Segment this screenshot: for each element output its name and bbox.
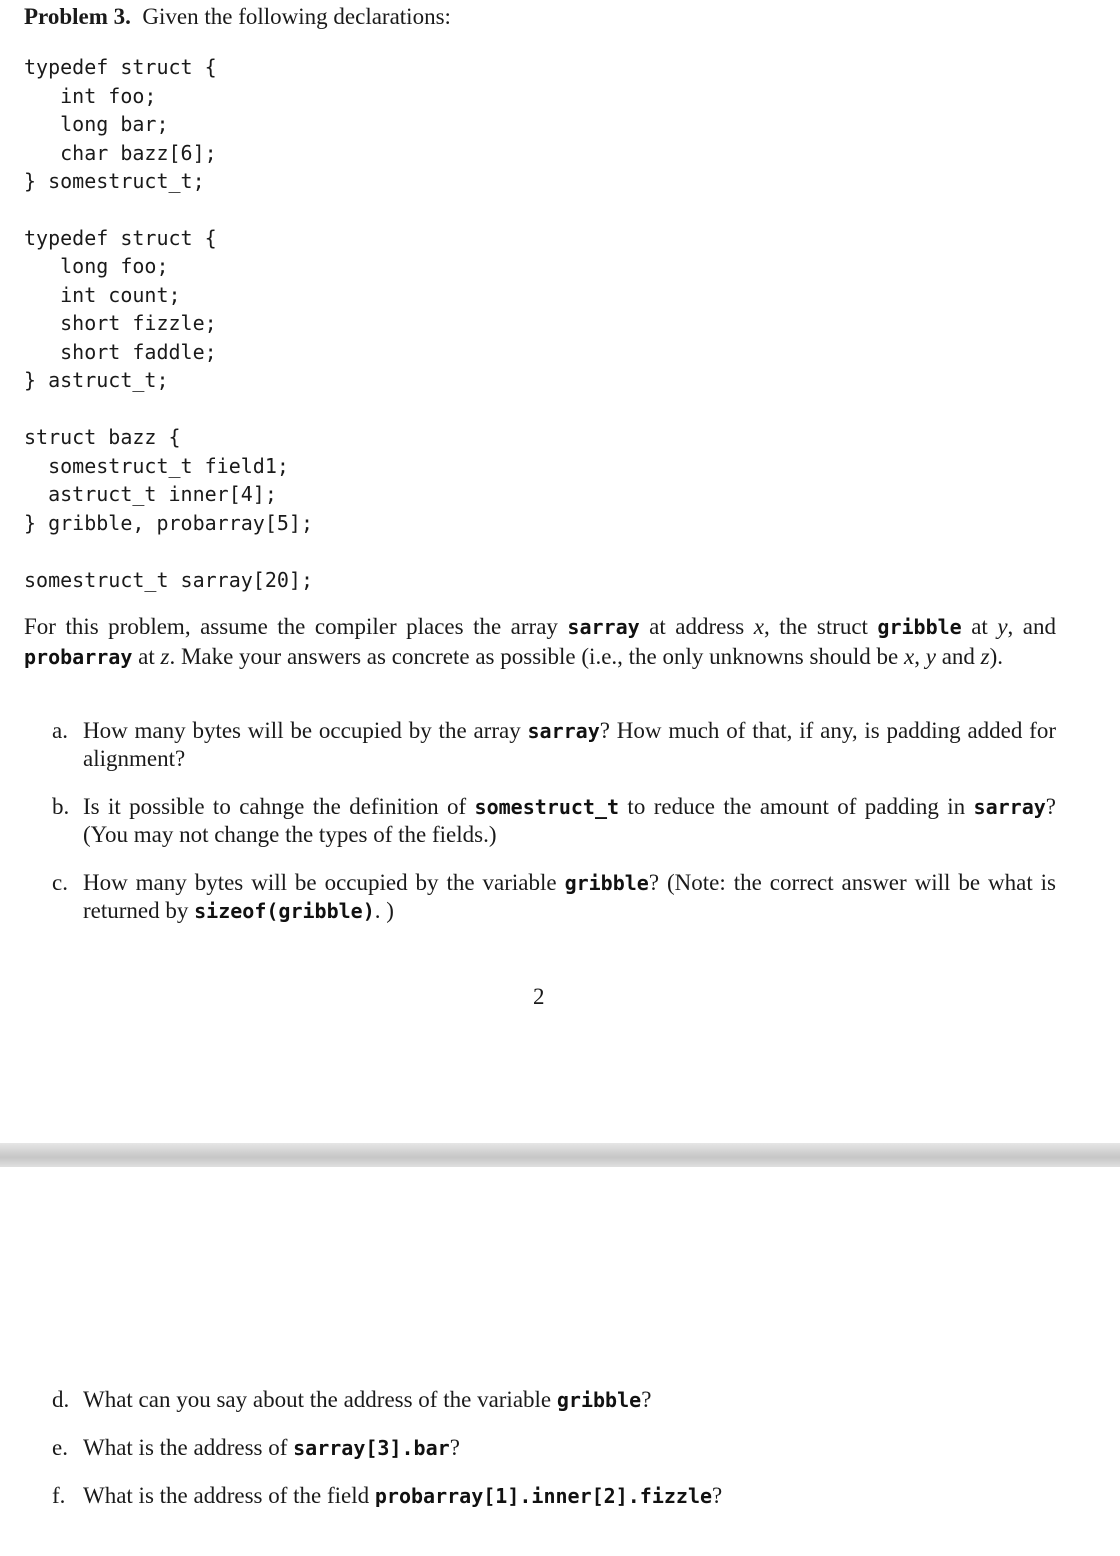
question-a (52, 717, 1056, 773)
code-line: } somestruct_t; (24, 169, 205, 193)
code-line: struct bazz { (24, 425, 181, 449)
question-label: d. (52, 1387, 70, 1412)
intro-text: at address (639, 614, 754, 639)
intro-code: gribble (877, 615, 962, 639)
code-line: int count; (24, 283, 181, 307)
question-code: gribble (556, 1388, 642, 1412)
intro-text: at (132, 644, 161, 669)
problem-title (24, 4, 451, 30)
problem-number: Problem 3. (24, 4, 131, 29)
intro-code: sarray (567, 615, 640, 639)
intro-variable: z (980, 644, 990, 669)
question-text: ? (Note: the correct answer will be what is returned by (83, 870, 1056, 923)
question-text: What is the address of (83, 1435, 294, 1460)
question-text: How many bytes will be occupied by the variable (83, 870, 565, 895)
question-text: ? (641, 1387, 652, 1412)
intro-paragraph (24, 612, 1056, 672)
question-text: What is the address of the field (83, 1483, 375, 1508)
intro-code: probarray (24, 645, 133, 669)
intro-variable: z (160, 644, 170, 669)
question-d (52, 1386, 1056, 1414)
intro-variable: y (925, 644, 936, 669)
intro-text: For this problem, assume the compiler places the array (24, 614, 568, 639)
code-line: short fizzle; (24, 311, 217, 335)
question-label: a. (52, 718, 68, 743)
intro-text: and (935, 644, 981, 669)
question-label: f. (52, 1483, 66, 1508)
code-line: } gribble, probarray[5]; (24, 511, 313, 535)
intro-variable: y (997, 614, 1008, 639)
question-e (52, 1434, 1056, 1462)
question-b (52, 793, 1056, 849)
code-line: long bar; (24, 112, 169, 136)
intro-text: , the struct (763, 614, 878, 639)
question-text: ? (449, 1435, 460, 1460)
question-c (52, 869, 1056, 925)
question-code: somestruct_t (474, 795, 620, 819)
intro-variable: x (753, 614, 764, 639)
question-label: c. (52, 870, 68, 895)
page-divider (0, 1143, 1120, 1167)
code-line: astruct_t inner[4]; (24, 482, 277, 506)
question-label: e. (52, 1435, 68, 1460)
question-text: What can you say about the address of the variable (83, 1387, 557, 1412)
question-code: sarray (527, 719, 600, 743)
question-code: sarray (973, 795, 1046, 819)
question-text: ? How much of that, if any, is padding added for alignment? (83, 718, 1056, 771)
question-code: sarray[3].bar (293, 1436, 450, 1460)
question-text: ? (You may not change the types of the fields.) (83, 794, 1056, 847)
problem-heading-text: Given the following declarations: (142, 4, 451, 29)
question-code: gribble (564, 871, 649, 895)
intro-text: at (961, 614, 998, 639)
question-f (52, 1482, 1056, 1510)
page-number: 2 (533, 984, 545, 1009)
code-line: typedef struct { (24, 55, 217, 79)
question-text: . ) (374, 898, 394, 923)
intro-text: ). (989, 644, 1004, 669)
intro-text: . Make your answers as concrete as possible (i.e., the only unknowns should be (169, 644, 904, 669)
question-text: How many bytes will be occupied by the array (83, 718, 528, 743)
code-line: somestruct_t field1; (24, 454, 289, 478)
code-line: int foo; (24, 84, 157, 108)
code-line: typedef struct { (24, 226, 217, 250)
question-text: Is it possible to cahnge the definition of (83, 794, 475, 819)
question-code: probarray[1].inner[2].fizzle (374, 1484, 713, 1508)
code-line: somestruct_t sarray[20]; (24, 568, 313, 592)
question-code: sizeof(gribble) (194, 899, 375, 923)
intro-text: , (914, 644, 926, 669)
code-line: short faddle; (24, 340, 217, 364)
code-line: } astruct_t; (24, 368, 169, 392)
intro-text: , and (1007, 614, 1057, 639)
question-text: to reduce the amount of padding in (619, 794, 974, 819)
question-text: ? (712, 1483, 723, 1508)
intro-variable: x (904, 644, 915, 669)
code-line: char bazz[6]; (24, 141, 217, 165)
question-label: b. (52, 794, 70, 819)
code-line: long foo; (24, 254, 169, 278)
